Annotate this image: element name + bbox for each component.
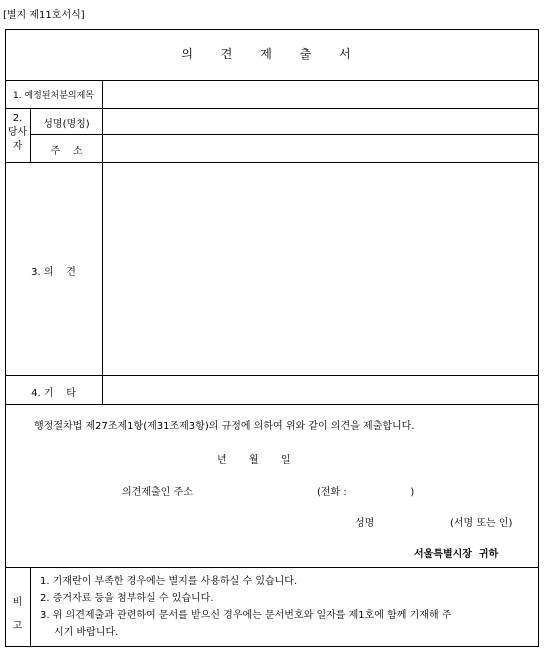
party-label-line: 2. [12,113,23,124]
form-number-label: [별지 제11호서식] [3,10,85,21]
sign-note: (서명 또는 인) [450,518,513,529]
remark-item: 2. 증거자료 등을 첨부하실 수 있습니다. [40,593,214,604]
remarks-list [40,573,536,641]
name-label: 성명(명칭) [43,119,90,130]
name-sign-label: 성명 [355,518,375,529]
form-title: 의 견 제 출 서 [181,47,363,61]
divider [5,567,539,568]
disposition-title-field[interactable] [103,81,538,108]
remark-item: 3. 위 의견제출과 관련하여 문서를 받으신 경우에는 문서번호와 일자를 제1호에 함께 기재해 주 [40,610,452,621]
party-label [5,112,30,154]
submitter-address-label: 의견제출인 주소 [122,487,193,498]
name-field[interactable] [103,109,538,134]
date-line: 년 월 일 [217,455,291,466]
remarks-label-char: 비 [12,597,23,608]
disposition-title-label: 1. 예정된처분의제목 [12,91,94,101]
address-field[interactable] [103,135,538,162]
opinion-label: 3. 의 견 [31,267,76,278]
other-field[interactable] [103,376,538,404]
remark-item: 1. 기재란이 부족한 경우에는 별지를 사용하실 수 있습니다. [40,576,298,587]
remarks-label [5,591,30,639]
phone-label: (전화 : ) [317,487,415,498]
address-label: 주 소 [50,146,83,157]
opinion-field[interactable] [103,163,538,375]
divider [30,567,31,647]
remark-item: 시기 바랍니다. [54,627,119,638]
party-label-line: 당사 [7,127,28,138]
recipient-label: 서울특별시장 귀하 [414,549,499,560]
remarks-label-char: 고 [12,621,23,632]
party-label-line: 자 [12,141,23,152]
declaration-text: 행정절차법 제27조제1항(제31조제3항)의 규정에 의하여 위와 같이 의견을 제출합니다. [34,421,415,432]
divider [5,404,539,405]
other-label: 4. 기 타 [31,388,76,399]
